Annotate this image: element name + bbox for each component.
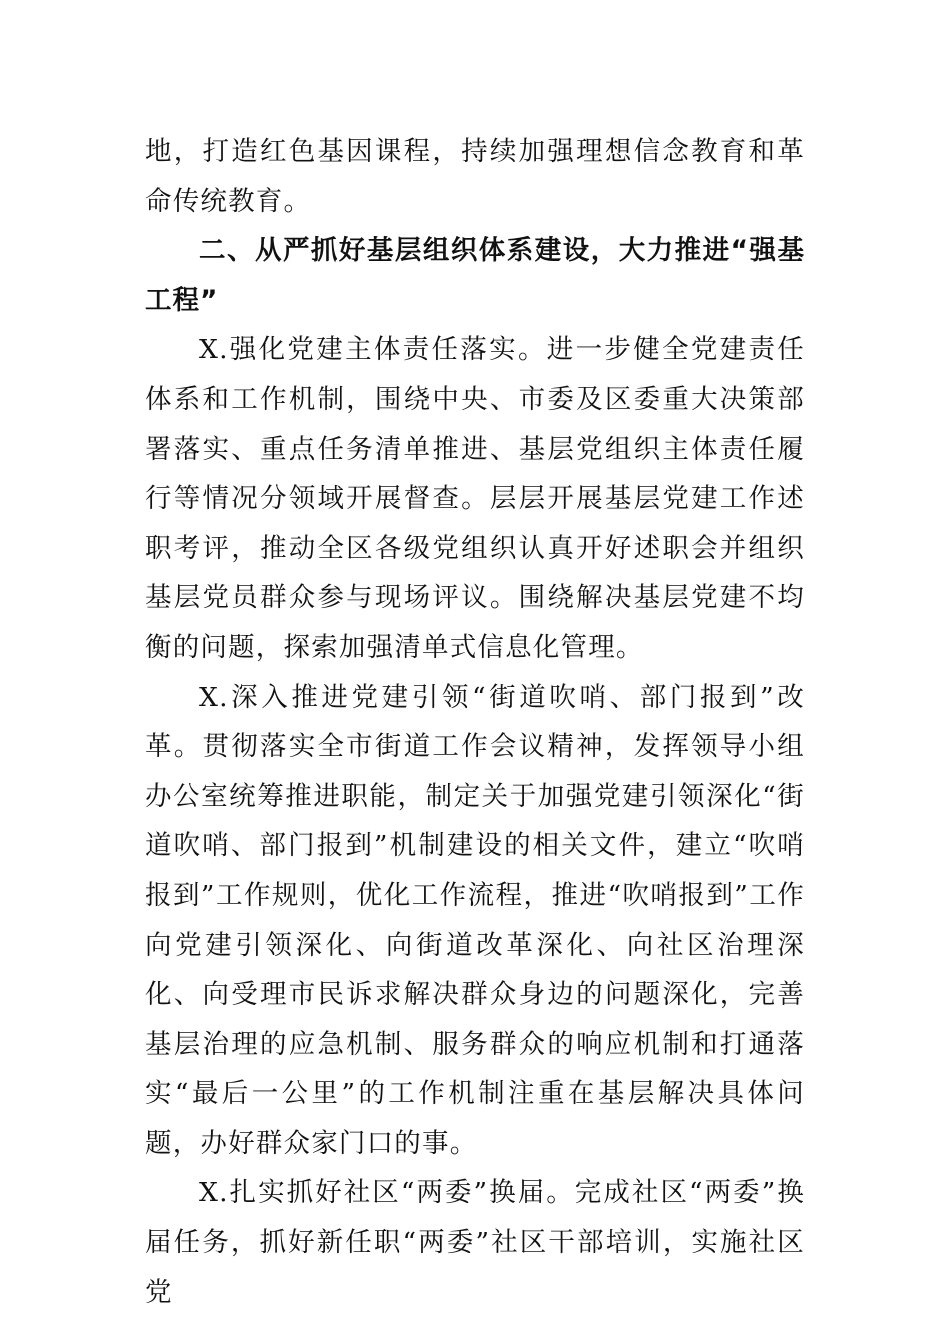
paragraph-community-election: X.扎实抓好社区“两委”换届。完成社区“两委”换届任务，抓好新任职“两委”社区干部培训，实施社区党 — [145, 1177, 805, 1308]
paragraph-party-responsibility: X.强化党建主体责任落实。进一步健全党建责任体系和工作机制，围绕中央、市委及区委重大决策部署落实、重点任务清单推进、基层党组织主体责任履行等情况分领域开展督查。层层开展基层党建工作述职考评，推动全区各级党组织认真开好述职会并组织基层党员群众参与现场评议。围绕解决基层党建不均衡的问题，探索加强清单式信息化管理。 — [145, 334, 805, 663]
section-heading: 二、从严抓好基层组织体系建设，大力推进“强基工程” — [145, 235, 805, 316]
paragraph-street-whistle-reform: X.深入推进党建引领“街道吹哨、部门报到”改革。贯彻落实全市街道工作会议精神，发挥领导小组办公室统筹推进职能，制定关于加强党建引领深化“街道吹哨、部门报到”机制建设的相关文件，建立“吹哨报到”工作规则，优化工作流程，推进“吹哨报到”工作向党建引领深化、向街道改革深化、向社区治理深化、向受理市民诉求解决群众身边的问题深化，完善基层治理的应急机制、服务群众的响应机制和打通落实“最后一公里”的工作机制注重在基层解决具体问题，办好群众家门口的事。 — [145, 681, 805, 1159]
paragraph-continuation: 地，打造红色基因课程，持续加强理想信念教育和革命传统教育。 — [145, 136, 805, 217]
document-body — [145, 127, 805, 1317]
